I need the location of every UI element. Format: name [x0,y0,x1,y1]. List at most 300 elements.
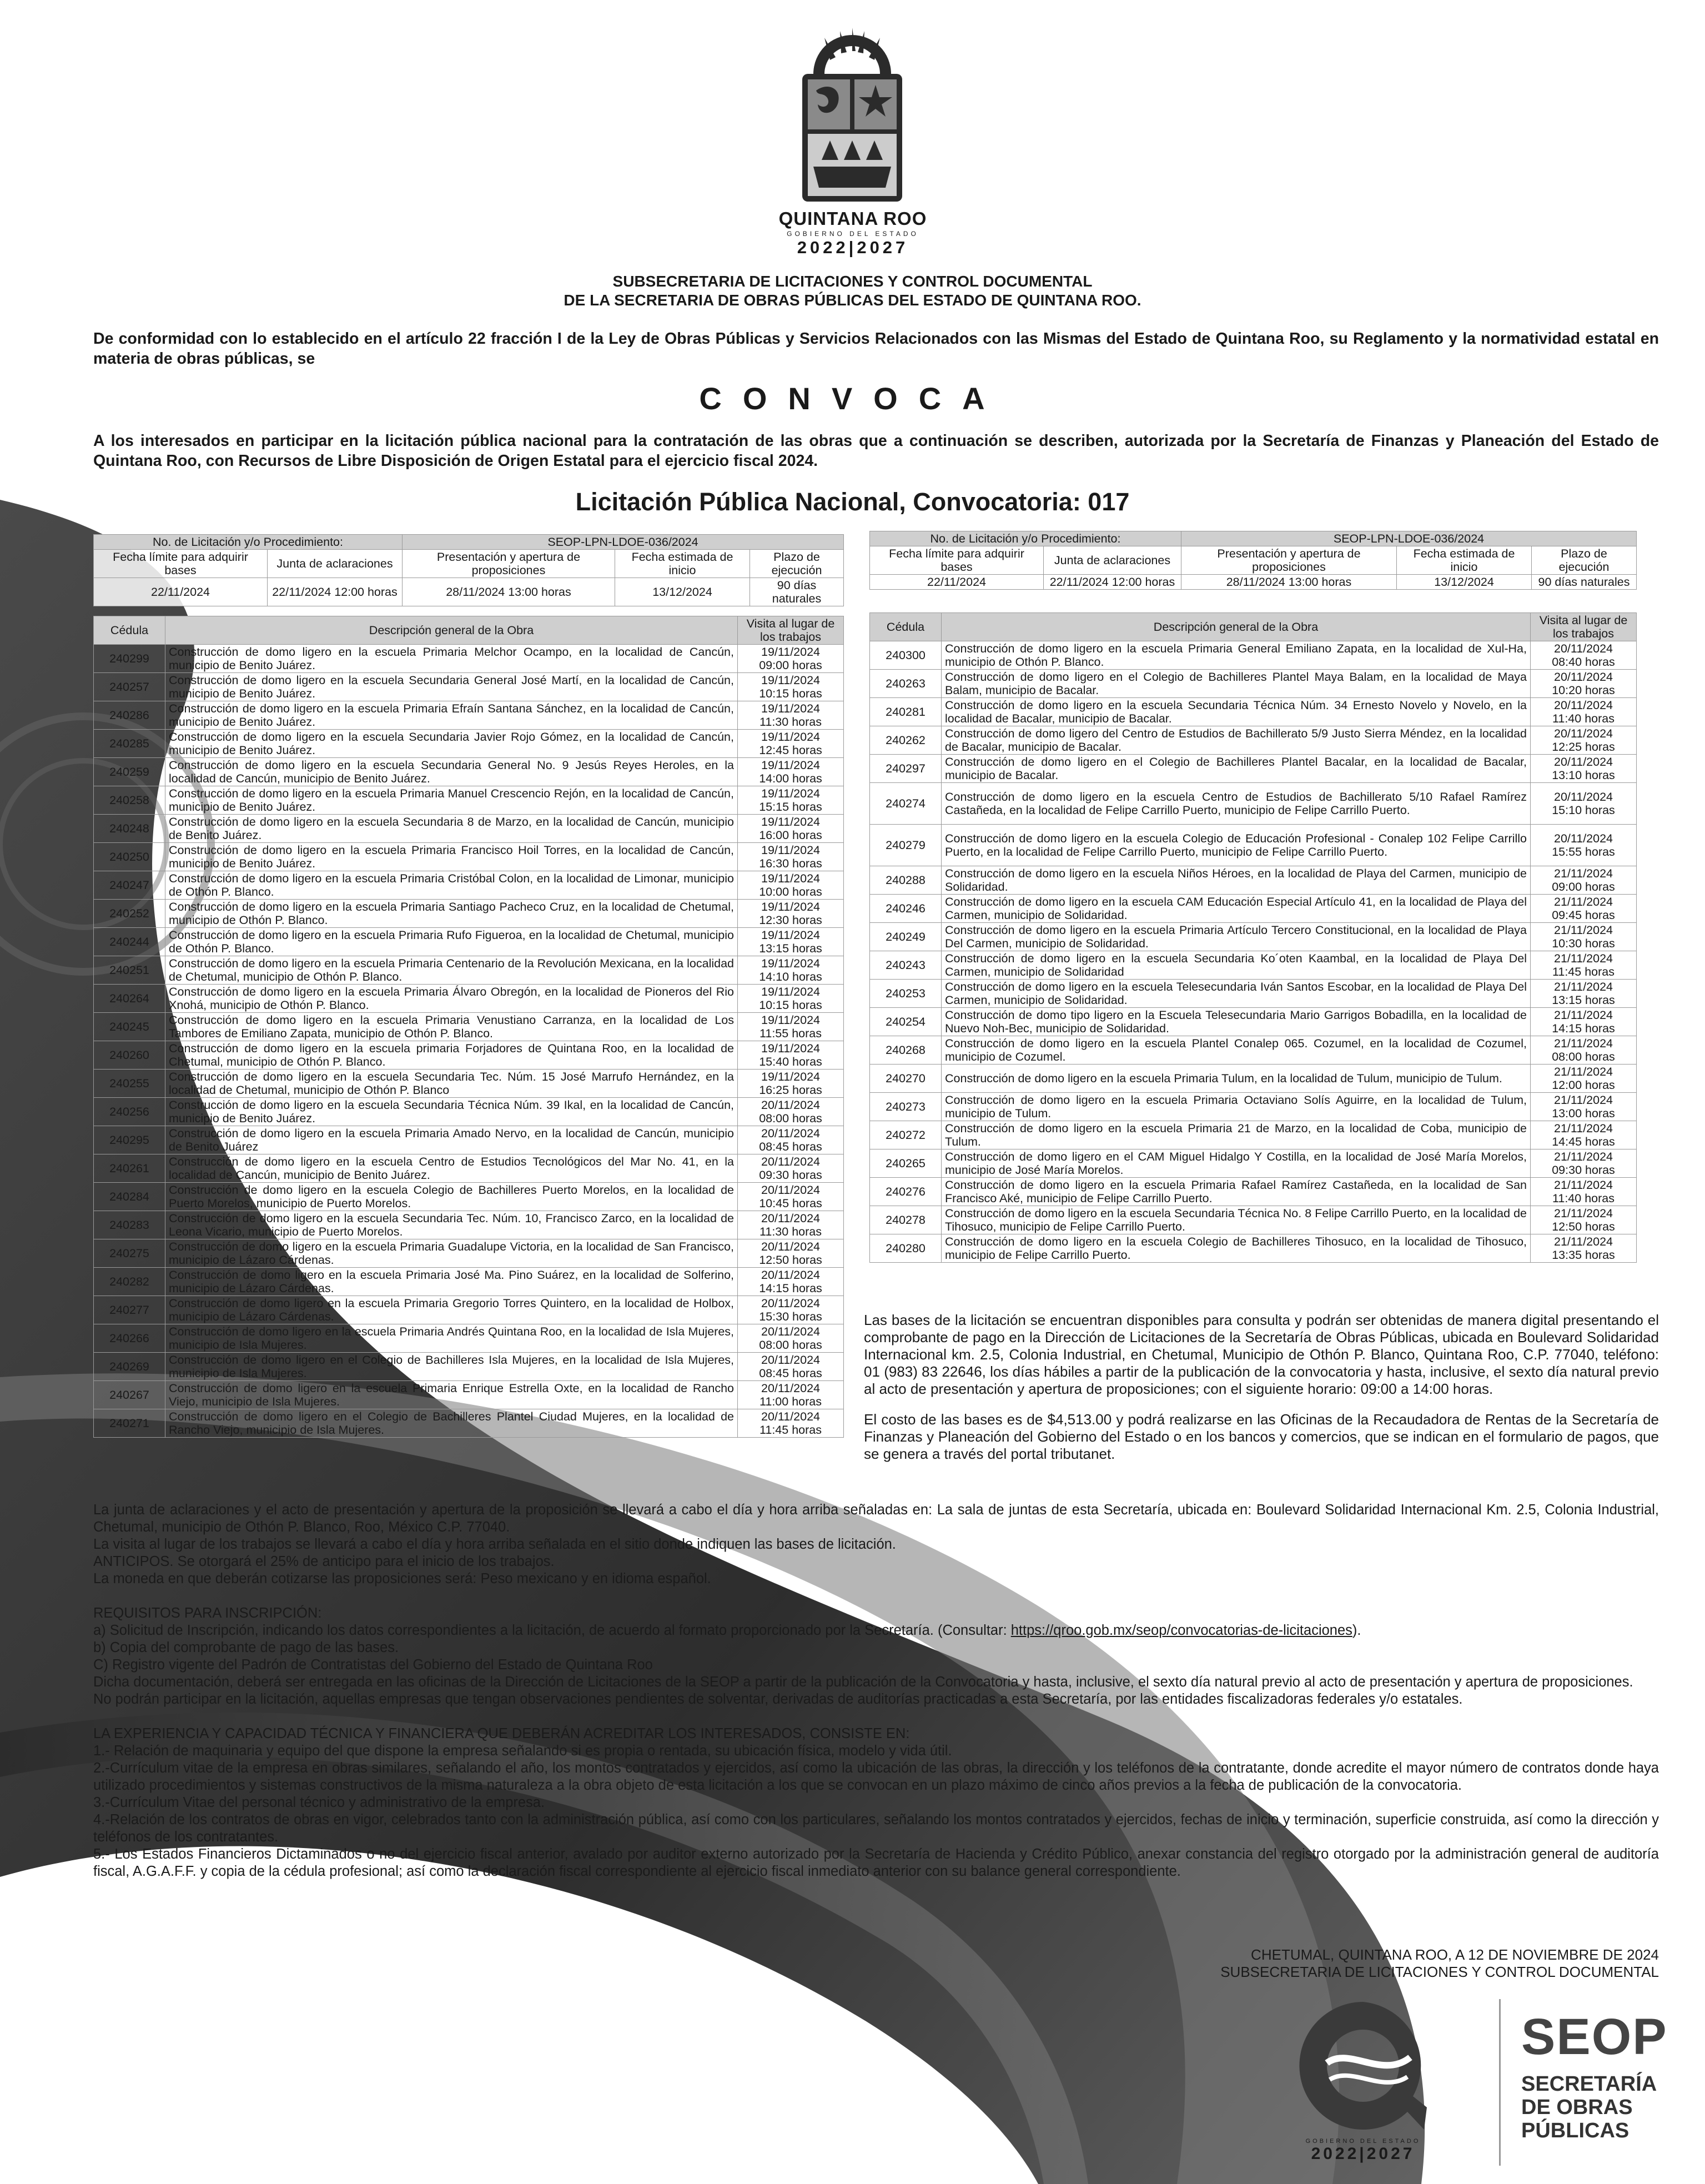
visita-cell [738,1239,844,1268]
table-row [870,1008,1637,1036]
visita-fecha: 21/11/2024 [1553,952,1613,965]
visita-fecha: 19/11/2024 [761,1070,820,1083]
table-row [870,1121,1637,1149]
visita-fecha: 19/11/2024 [761,815,820,829]
signature-issuer: SUBSECRETARIA DE LICITACIONES Y CONTROL DOCUMENTAL [1220,1964,1659,1980]
cedula-cell: 240288 [870,866,942,895]
descripcion-cell: Construcción de domo ligero en la escuela primaria Forjadores de Quintana Roo, en la localidad de Chetumal, municipio de Othón P. Blanco. [165,1041,738,1070]
cedula-cell: 240278 [870,1206,942,1234]
table-row [94,871,844,900]
cedula-cell: 240272 [870,1121,942,1149]
visita-cell [738,1070,844,1098]
visita-cell [738,1098,844,1126]
descripcion-cell: Construcción de domo ligero en la escuela Secundaria Tec. Núm. 15 José Marrufo Hernández, en la localidad de Chetumal, municipio de Othón P. Blanco [165,1070,738,1098]
visita-cell [738,1154,844,1183]
documentacion-text: Dicha documentación, deberá ser entregada en las oficinas de la Dirección de Licitaciones de la SEOP a partir de la publicación de la Convocatoria y hasta, inclusive, el sexto día natural previo al acto de presentación y apertura de proposiciones. [93,1674,1633,1690]
visita-hora: 11:30 horas [760,715,822,729]
crest-caption [742,208,964,258]
exclusion-text: No podrán participar en la licitación, aquellas empresas que tengan observaciones pendientes de solventar, derivadas de auditorías practicadas a esta Secretaría, por las entidades fiscalizadoras federales y/o estatales. [93,1691,1463,1707]
visita-fecha: 19/11/2024 [761,900,820,913]
visita-cell [738,1409,844,1438]
table-row [94,928,844,956]
col-fecha-limite: Fecha límite para adquirir bases [870,546,1044,575]
footer-gov-label: GOBIERNO DEL ESTADO [1305,2138,1421,2145]
descripcion-cell: Construcción de domo ligero en la escuela Primaria Venustiano Carranza, en la localidad de Los Tambores de Emiliano Zapata, municipio de Othón P. Blanco. [165,1013,738,1041]
visita-fecha: 20/11/2024 [761,1325,820,1338]
table-row [870,895,1637,923]
cedula-cell: 240265 [870,1149,942,1178]
visita-hora: 15:55 horas [1552,845,1615,858]
descripcion-cell: Construcción de domo ligero en la escuela Colegio de Educación Profesional - Conalep 102 Felipe Carrillo Puerto, en la localidad de Felipe Carrillo Puerto, municipio de Felipe Carrillo Puerto. [942,825,1531,866]
descripcion-cell: Construcción de domo ligero en la escuela Primaria Tulum, en la localidad de Tulum, municipio de Tulum. [942,1065,1531,1093]
descripcion-cell: Construcción de domo ligero en la escuela Primaria Octaviano Solís Aguirre, en la localidad de Tulum, municipio de Tulum. [942,1093,1531,1121]
seop-line-1: SECRETARÍA [1521,2072,1657,2096]
visita-fecha: 20/11/2024 [761,1127,820,1140]
cedula-cell: 240246 [870,895,942,923]
visita-fecha: 21/11/2024 [1553,895,1613,908]
seop-line-3: PÚBLICAS [1521,2119,1629,2142]
gov-label: GOBIERNO DEL ESTADO [787,230,919,238]
descripcion-cell: Construcción de domo ligero en la escuela CAM Educación Especial Artículo 41, en la localidad de Playa del Carmen, municipio de Solidaridad. [942,895,1531,923]
visita-hora: 14:15 horas [759,1282,822,1295]
procedure-row [94,535,844,550]
visita-cell [1531,698,1637,726]
descripcion-cell: Construcción de domo ligero en la escuela Secundaria Tec. Núm. 10, Francisco Zarco, en la localidad de Leona Vicario, municipio de Puerto Morelos. [165,1211,738,1239]
visita-cell [738,815,844,843]
seop-wordmark: SEOP [1521,2009,1668,2065]
visita-cell [1531,923,1637,951]
col-plazo: Plazo de ejecución [1532,546,1637,575]
cedula-cell: 240256 [94,1098,165,1126]
works-list-left [93,616,844,1438]
visita-cell [738,871,844,900]
descripcion-cell: Construcción de domo ligero en la escuela Telesecundaria Iván Santos Escobar, en la localidad de Playa Del Carmen, municipio de Solidaridad. [942,980,1531,1008]
scope-paragraph: A los interesados en participar en la licitación pública nacional para la contratación de las obras que a continuación se describen, autorizada por la Secretaría de Finanzas y Planeación del Estado de Quintana Roo, con Recursos de Libre Disposición de Origen Estatal para el ejercicio fiscal 2024. [93,432,1659,470]
works-list-right [869,612,1637,1263]
visita-fecha: 21/11/2024 [1553,1150,1613,1163]
visita-fecha: 19/11/2024 [761,702,820,715]
visita-fecha: 20/11/2024 [1553,832,1613,845]
descripcion-cell: Construcción de domo ligero en el Colegio de Bachilleres Plantel Ciudad Mujeres, en la localidad de Rancho Viejo, municipio de Isla Mujeres. [165,1409,738,1438]
col-fecha-inicio: Fecha estimada de inicio [1397,546,1532,575]
table-row [870,1178,1637,1206]
descripcion-cell: Construcción de domo ligero en la escuela Primaria Álvaro Obregón, en la localidad de Pioneros del Rio Xnohá, municipio de Othón P. Blanco. [165,985,738,1013]
table-row [94,1098,844,1126]
visita-hora: 12:50 horas [759,1253,822,1267]
visita-fecha: 21/11/2024 [1553,1207,1613,1220]
visita-cell [738,1324,844,1353]
moneda-text: La moneda en que deberán cotizarse las proposiciones será: Peso mexicano y en idioma español. [93,1571,711,1586]
cedula-cell: 240262 [870,726,942,755]
val-presentacion: 28/11/2024 13:00 horas [1181,575,1397,590]
cedula-cell: 240254 [870,1008,942,1036]
header-cedula: Cédula [94,616,165,645]
visita-cell [1531,825,1637,866]
header-descripcion: Descripción general de la Obra [165,616,738,645]
table-row [870,825,1637,866]
visita-hora: 12:00 horas [1552,1078,1615,1092]
descripcion-cell: Construcción de domo ligero en la escuela Primaria Santiago Pacheco Cruz, en la localidad de Chetumal, municipio de Othón P. Blanco. [165,900,738,928]
descripcion-cell: Construcción de domo ligero en la escuela Primaria Francisco Hoil Torres, en la localidad de Cancún, municipio de Benito Juárez. [165,843,738,871]
visita-fecha: 21/11/2024 [1553,1065,1613,1078]
visita-fecha: 19/11/2024 [761,844,820,857]
visita-fecha: 21/11/2024 [1553,1037,1613,1050]
visita-hora: 12:45 horas [759,744,822,757]
visita-hora: 09:30 horas [759,1168,822,1182]
visita-cell [738,1041,844,1070]
table-row [870,980,1637,1008]
descripcion-cell: Construcción de domo ligero en la escuela Centro de Estudios Tecnológicos del Mar No. 41, en la localidad de Cancún, municipio de Benito Juárez. [165,1154,738,1183]
cedula-cell: 240249 [870,923,942,951]
experiencia-3: 3.-Currículum Vitae del personal técnico y administrativo de la empresa. [93,1795,545,1810]
visita-fecha: 19/11/2024 [761,1042,820,1055]
cedula-cell: 240251 [94,956,165,985]
cedula-cell: 240270 [870,1065,942,1093]
table-row [870,951,1637,980]
cedula-cell: 240274 [870,783,942,825]
visita-fecha: 21/11/2024 [1553,980,1613,993]
visita-hora: 10:20 horas [1552,684,1615,697]
procedure-label: No. de Licitación y/o Procedimiento: [94,535,403,550]
cedula-cell: 240248 [94,815,165,843]
table-row [870,726,1637,755]
cedula-cell: 240284 [94,1183,165,1211]
cedula-cell: 240255 [94,1070,165,1098]
procedure-label: No. de Licitación y/o Procedimiento: [870,531,1181,546]
logo-divider [1499,1999,1501,2166]
visita-fecha: 19/11/2024 [761,872,820,885]
table-row [94,758,844,786]
visita-hora: 16:30 horas [759,857,822,870]
visita-cell [1531,866,1637,895]
col-fecha-limite: Fecha límite para adquirir bases [94,550,268,578]
visita-hora: 16:25 horas [759,1083,822,1097]
visita-fecha: 21/11/2024 [1553,1008,1613,1022]
header-cedula: Cédula [870,613,942,641]
table-row [870,1036,1637,1065]
visita-hora: 12:30 horas [759,913,822,927]
descripcion-cell: Construcción de domo ligero en la escuela Primaria Manuel Crescencio Rejón, en la localidad de Cancún, municipio de Benito Juárez. [165,786,738,815]
footer-gov-years: 2022|2027 [1311,2145,1415,2163]
visita-cell [738,928,844,956]
visita-hora: 13:15 horas [1552,993,1615,1007]
cedula-cell: 240285 [94,730,165,758]
visita-cell [1531,980,1637,1008]
visita-fecha: 21/11/2024 [1553,1178,1613,1192]
requisito-b: b) Copia del comprobante de pago de las bases. [93,1640,399,1655]
experiencia-4: 4.-Relación de los contratos de obras en vigor, celebrados tanto con la administración pública, así como con los particulares, señalando los montos contratados y ejercidos, fechas de inicio y terminación, superficie construida, así como la dirección y teléfonos de los contratantes. [93,1812,1659,1845]
cedula-cell: 240299 [94,645,165,673]
cedula-cell: 240295 [94,1126,165,1154]
cedula-cell: 240281 [870,698,942,726]
visita-hora: 15:15 horas [759,800,822,814]
requisitos-title: REQUISITOS PARA INSCRIPCIÓN: [93,1605,322,1621]
visita-hora: 08:00 horas [759,1112,822,1125]
col-junta: Junta de aclaraciones [1044,546,1181,575]
col-presentacion: Presentación y apertura de proposiciones [403,550,615,578]
works-table-left [93,534,844,606]
visita-hora: 10:15 horas [759,998,822,1012]
visita-cell [738,730,844,758]
visita-hora: 08:00 horas [759,1338,822,1352]
junta-text: La junta de aclaraciones y el acto de presentación y apertura de la proposición se llevará a cabo el día y hora arriba señaladas en: La sala de juntas de esta Secretaría, ubicada en: Boulevard Solidaridad Internacional Km. 2.5, Colonia Industrial, Chetumal, municipio de Othón P. Blanco, Roo, México C.P. 77040. [93,1502,1659,1535]
col-presentacion: Presentación y apertura de proposiciones [1181,546,1397,575]
visita-cell [1531,1008,1637,1036]
descripcion-cell: Construcción de domo ligero en la escuela Niños Héroes, en la localidad de Playa del Carmen, municipio de Solidaridad. [942,866,1531,895]
descripcion-cell: Construcción de domo ligero en la escuela Primaria Rufo Figueroa, en la localidad de Chetumal, municipio de Othón P. Blanco. [165,928,738,956]
cedula-cell: 240244 [94,928,165,956]
val-presentacion: 28/11/2024 13:00 horas [403,578,615,606]
cedula-cell: 240282 [94,1268,165,1296]
col-fecha-inicio: Fecha estimada de inicio [615,550,750,578]
table-row [94,1324,844,1353]
descripcion-cell: Construcción de domo ligero en la escuela Primaria Rafael Ramírez Castañeda, en la localidad de San Francisco Aké, municipio de Felipe Carrillo Puerto. [942,1178,1531,1206]
visita-fecha: 20/11/2024 [1553,790,1613,804]
cedula-cell: 240273 [870,1093,942,1121]
visita-fecha: 21/11/2024 [1553,1235,1613,1248]
procedure-number: SEOP-LPN-LDOE-036/2024 [403,535,844,550]
visita-fecha: 20/11/2024 [1553,699,1613,712]
state-crest-icon [797,21,908,204]
col-junta: Junta de aclaraciones [268,550,403,578]
descripcion-cell: Construcción de domo ligero en el Colegio de Bachilleres Plantel Bacalar, en la localidad de Bacalar, municipio de Bacalar. [942,755,1531,783]
visita-fecha: 20/11/2024 [761,1268,820,1282]
descripcion-cell: Construcción de domo ligero en la escuela Primaria Centenario de la Revolución Mexicana, en la localidad de Chetumal, municipio de Othón P. Blanco. [165,956,738,985]
visita-text: La visita al lugar de los trabajos se llevará a cabo el día y hora arriba señalada en el sitio donde indiquen las bases de licitación. [93,1537,896,1552]
visita-cell [738,1126,844,1154]
descripcion-cell: Construcción de domo ligero en el Colegio de Bachilleres Isla Mujeres, en la localidad de Isla Mujeres, municipio de Isla Mujeres. [165,1353,738,1381]
table-row [94,645,844,673]
val-fecha-inicio: 13/12/2024 [615,578,750,606]
visita-hora: 11:30 horas [760,1225,822,1238]
visita-cell [1531,951,1637,980]
visita-cell [738,843,844,871]
cedula-cell: 240283 [94,1211,165,1239]
convocatorias-link[interactable]: https://qroo.gob.mx/seop/convocatorias-de-licitaciones [1010,1623,1352,1638]
visita-fecha: 19/11/2024 [761,985,820,998]
cedula-cell: 240260 [94,1041,165,1070]
visita-cell [738,1296,844,1324]
visita-cell [738,758,844,786]
cedula-cell: 240275 [94,1239,165,1268]
descripcion-cell: Construcción de domo ligero en la escuela Colegio de Bachilleres Puerto Morelos, en la localidad de Puerto Morelos, municipio de Puerto Morelos. [165,1183,738,1211]
issuer-line-1: SUBSECRETARIA DE LICITACIONES Y CONTROL DOCUMENTAL [612,273,1093,290]
cedula-cell: 240250 [94,843,165,871]
descripcion-cell: Construcción de domo ligero en la escuela Primaria Andrés Quintana Roo, en la localidad de Isla Mujeres, municipio de Isla Mujeres. [165,1324,738,1353]
cedula-cell: 240277 [94,1296,165,1324]
seop-line-2: DE OBRAS [1521,2096,1633,2119]
table-row [870,755,1637,783]
table-row [94,1070,844,1098]
visita-fecha: 20/11/2024 [761,1297,820,1310]
visita-cell [738,673,844,701]
descripcion-cell: Construcción de domo ligero en la escuela Secundaria Javier Rojo Gómez, en la localidad de Cancún, municipio de Benito Juárez. [165,730,738,758]
visita-hora: 11:45 horas [1552,965,1615,978]
descripcion-cell: Construcción de domo ligero en la escuela Secundaria Técnica No. 8 Felipe Carrillo Puerto, en la localidad de Tihosuco, municipio de Felipe Carrillo Puerto. [942,1206,1531,1234]
visita-fecha: 21/11/2024 [1553,923,1613,937]
table-row [94,1013,844,1041]
cedula-cell: 240279 [870,825,942,866]
table-row [870,783,1637,825]
table-row [870,1206,1637,1234]
header-descripcion: Descripción general de la Obra [942,613,1531,641]
dates-header-row [870,546,1637,575]
dates-header-row [94,550,844,578]
visita-cell [738,701,844,730]
state-name: QUINTANA ROO [778,208,927,229]
visita-hora: 14:45 horas [1552,1135,1615,1148]
visita-cell [738,900,844,928]
visita-cell [1531,1206,1637,1234]
visita-cell [1531,670,1637,698]
visita-fecha: 20/11/2024 [1553,727,1613,740]
descripcion-cell: Construcción de domo tipo ligero en la Escuela Telesecundaria Mario Garrigos Bobadilla, en la localidad de Nuevo Noh-Bec, municipio de Solidaridad. [942,1008,1531,1036]
visita-hora: 15:10 horas [1552,804,1615,817]
visita-fecha: 19/11/2024 [761,645,820,659]
requisito-a-text: a) Solicitud de Inscripción, indicando los datos correspondientes a la licitación, de acuerdo al formato proporcionado por la Secretaría. (Consultar: [93,1623,1011,1638]
visita-hora: 08:00 horas [1552,1050,1615,1063]
cedula-cell: 240253 [870,980,942,1008]
visita-fecha: 20/11/2024 [761,1098,820,1112]
table-row [94,1154,844,1183]
descripcion-cell: Construcción de domo ligero en la escuela Secundaria Ko´oten Kaambal, en la localidad de Playa Del Carmen, municipio de Solidaridad [942,951,1531,980]
visita-fecha: 20/11/2024 [761,1382,820,1395]
visita-cell [1531,1234,1637,1263]
visita-hora: 16:00 horas [759,829,822,842]
visita-hora: 09:00 horas [759,659,822,672]
visita-fecha: 21/11/2024 [1553,867,1613,880]
visita-hora: 10:15 horas [759,687,822,700]
visita-cell [738,1353,844,1381]
experiencia-5: 5.- Los Estados Financieros Dictaminados o no del ejercicio fiscal anterior, avalado por auditor externo autorizado por la Secretaría de Hacienda y Crédito Público, anexar constancia del registro otorgado por la administración general de auditoría fiscal, A.G.A.F.F. y copia de la cédula profesional; así como la declaración fiscal correspondiente al ejercicio fiscal inmediato anterior con su balance general correspondiente. [93,1846,1659,1879]
procedure-number: SEOP-LPN-LDOE-036/2024 [1181,531,1637,546]
visita-hora: 10:45 horas [759,1197,822,1210]
table-row [870,641,1637,670]
conditions-section [93,1502,1659,1880]
issuer-line-2: DE LA SECRETARIA DE OBRAS PÚBLICAS DEL ESTADO DE QUINTANA ROO. [564,292,1141,309]
table-row [94,900,844,928]
table-row [94,701,844,730]
requisito-a [93,1622,1659,1639]
visita-hora: 13:15 horas [759,942,822,955]
cedula-cell: 240252 [94,900,165,928]
experiencia-1: 1.- Relación de maquinaria y equipo del que dispone la empresa señalando si es propia o rentada, su ubicación física, modelo y vida útil. [93,1743,952,1759]
visita-hora: 14:00 horas [759,772,822,785]
descripcion-cell: Construcción de domo ligero en la escuela Primaria José Ma. Pino Suárez, en la localidad de Solferino, municipio de Lázaro Cárdenas. [165,1268,738,1296]
descripcion-cell: Construcción de domo ligero en la escuela Primaria Enrique Estrella Oxte, en la localidad de Rancho Viejo, municipio de Isla Mujeres. [165,1381,738,1409]
column-header-row [94,616,844,645]
visita-fecha: 20/11/2024 [761,1353,820,1367]
anticipos-text: ANTICIPOS. Se otorgará el 25% de anticipo para el inicio de los trabajos. [93,1554,555,1569]
visita-hora: 11:40 horas [1552,1192,1615,1205]
table-row [94,1296,844,1324]
bases-paragraph-2: El costo de las bases es de $4,513.00 y podrá realizarse en las Oficinas de la Recaudadora de Rentas de la Secretaría de Finanzas y Planeación del Gobierno del Estado o en los bancos y comercios, que se indican en el formulario de pagos, que se genera a través del portal tributanet. [864,1411,1659,1462]
descripcion-cell: Construcción de domo ligero del Centro de Estudios de Bachillerato 5/9 Justo Sierra Méndez, en la localidad de Bacalar, municipio de Bacalar. [942,726,1531,755]
visita-fecha: 20/11/2024 [761,1212,820,1225]
signature-block [999,1946,1659,1981]
descripcion-cell: Construcción de domo ligero en la escuela Primaria Gregorio Torres Quintero, en la localidad de Holbox, municipio de Lázaro Cárdenas. [165,1296,738,1324]
visita-hora: 09:30 horas [1552,1163,1615,1177]
convoca-heading: CONVOCA [699,381,1006,416]
visita-hora: 12:50 horas [1552,1220,1615,1233]
cedula-cell: 240261 [94,1154,165,1183]
visita-hora: 08:45 horas [759,1367,822,1380]
visita-fecha: 20/11/2024 [1553,642,1613,655]
visita-cell [738,1211,844,1239]
table-row [94,985,844,1013]
descripcion-cell: Construcción de domo ligero en la escuela Secundaria 8 de Marzo, en la localidad de Cancún, municipio de Benito Juárez. [165,815,738,843]
descripcion-cell: Construcción de domo ligero en el Colegio de Bachilleres Plantel Maya Balam, en la localidad de Maya Balam, municipio de Bacalar. [942,670,1531,698]
visita-cell [1531,1121,1637,1149]
visita-fecha: 21/11/2024 [1553,1093,1613,1107]
table-row [94,673,844,701]
footer-gov-caption [1299,2138,1427,2163]
table-row [870,1093,1637,1121]
descripcion-cell: Construcción de domo ligero en la escuela Primaria 21 de Marzo, en la localidad de Coba, municipio de Tulum. [942,1121,1531,1149]
cedula-cell: 240269 [94,1353,165,1381]
val-plazo: 90 días naturales [750,578,844,606]
table-row [94,1126,844,1154]
val-fecha-limite: 22/11/2024 [94,578,268,606]
visita-cell [1531,726,1637,755]
procedure-row [870,531,1637,546]
table-row [94,815,844,843]
cedula-cell: 240266 [94,1324,165,1353]
table-row [870,698,1637,726]
cedula-cell: 240259 [94,758,165,786]
visita-fecha: 20/11/2024 [761,1155,820,1168]
descripcion-cell: Construcción de domo ligero en la escuela Primaria General Emiliano Zapata, en la localidad de Xul-Ha, municipio de Othón P. Blanco. [942,641,1531,670]
visita-cell [738,985,844,1013]
visita-cell [1531,783,1637,825]
val-fecha-inicio: 13/12/2024 [1397,575,1532,590]
descripcion-cell: Construcción de domo ligero en la escuela Primaria Efraín Santana Sánchez, en la localidad de Cancún, municipio de Benito Juárez. [165,701,738,730]
visita-fecha: 20/11/2024 [1553,755,1613,769]
visita-cell [1531,1093,1637,1121]
val-fecha-limite: 22/11/2024 [870,575,1044,590]
table-row [94,843,844,871]
visita-hora: 11:55 horas [760,1027,822,1040]
visita-fecha: 21/11/2024 [1553,1122,1613,1135]
visita-fecha: 19/11/2024 [761,957,820,970]
visita-fecha: 20/11/2024 [761,1183,820,1197]
visita-cell [1531,755,1637,783]
requisito-c: C) Registro vigente del Padrón de Contratistas del Gobierno del Estado de Quintana Roo [93,1657,653,1673]
table-row [94,1041,844,1070]
visita-hora: 13:35 horas [1552,1248,1615,1262]
experiencia-title: LA EXPERIENCIA Y CAPACIDAD TÉCNICA Y FINANCIERA QUE DEBERÁN ACREDITAR LOS INTERESADOS, CONSISTE EN: [93,1726,910,1741]
descripcion-cell: Construcción de domo ligero en la escuela Primaria Amado Nervo, en la localidad de Cancún, municipio de Benito Juárez [165,1126,738,1154]
descripcion-cell: Construcción de domo ligero en la escuela Plantel Conalep 065. Cozumel, en la localidad de Cozumel, municipio de Cozumel. [942,1036,1531,1065]
table-row [870,1149,1637,1178]
cedula-cell: 240286 [94,701,165,730]
header-visita: Visita al lugar de los trabajos [1531,613,1637,641]
visita-fecha: 19/11/2024 [761,730,820,744]
descripcion-cell: Construcción de domo ligero en la escuela Secundaria Técnica Núm. 39 Ikal, en la localidad de Cancún, municipio de Benito Juárez. [165,1098,738,1126]
visita-hora: 10:30 horas [1552,937,1615,950]
table-row [94,786,844,815]
val-junta: 22/11/2024 12:00 horas [1044,575,1181,590]
descripcion-cell: Construcción de domo ligero en la escuela Primaria Melchor Ocampo, en la localidad de Cancún, municipio de Benito Juárez. [165,645,738,673]
visita-cell [1531,1149,1637,1178]
table-row [94,956,844,985]
visita-cell [738,1013,844,1041]
visita-hora: 14:10 horas [759,970,822,983]
issuer-header [111,272,1594,310]
cedula-cell: 240257 [94,673,165,701]
quintana-roo-q-logo-icon [1294,1996,1432,2135]
cedula-cell: 240297 [870,755,942,783]
